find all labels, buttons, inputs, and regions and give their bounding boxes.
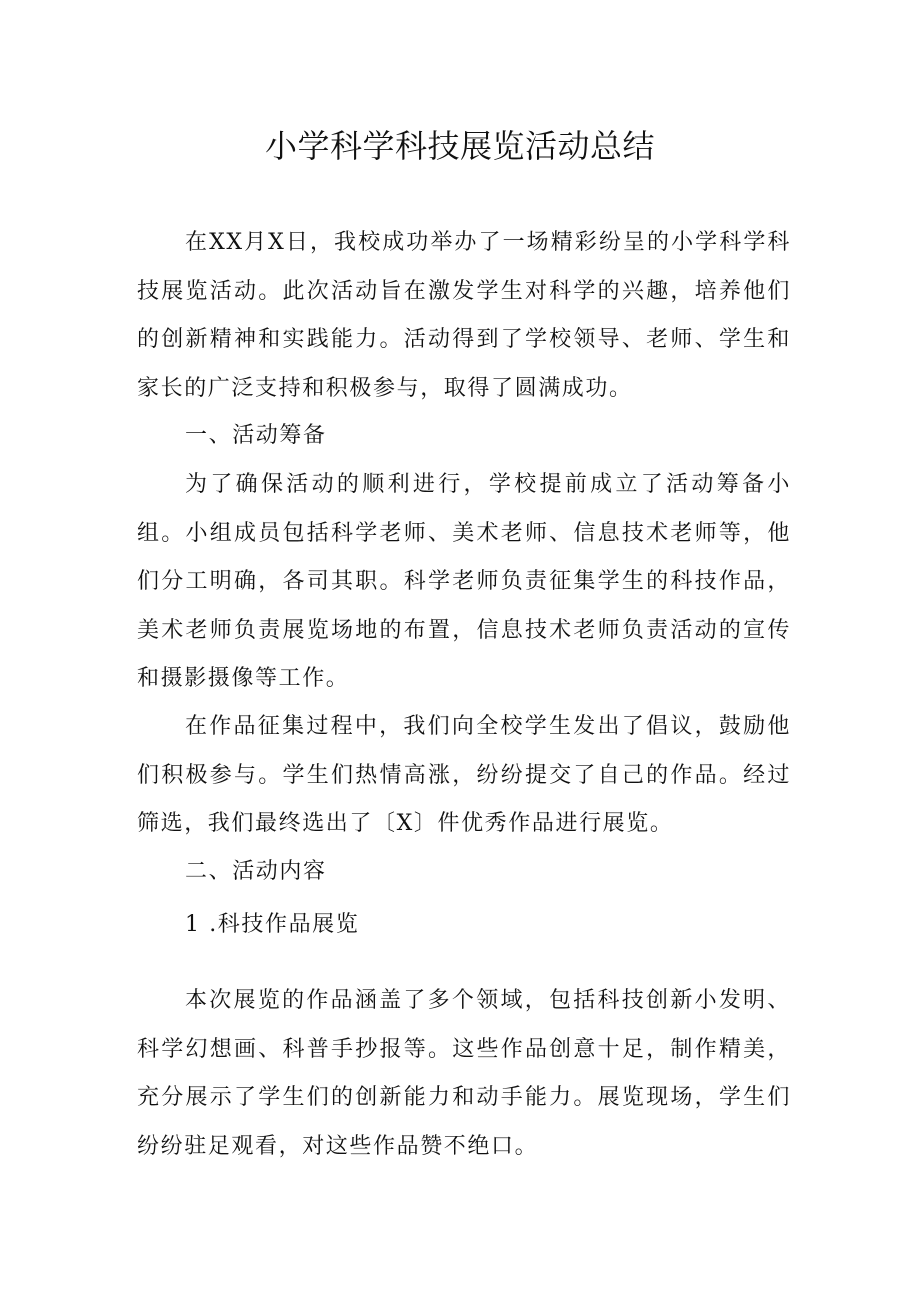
section-heading-content: 二、活动内容 — [185, 859, 327, 884]
document-title: 小学科学科技展览活动总结 — [264, 127, 655, 165]
section-heading-preparation: 一、活动筹备 — [185, 423, 327, 448]
subsection-heading-exhibition: 1 .科技作品展览 — [185, 912, 360, 937]
paragraph-exhibition: 本次展览的作品涵盖了多个领域，包括科技创新小发明、科学幻想画、科普手抄报等。这些作品创意十足，制作精美，充分展示了学生们的创新能力和动手能力。展览现场，学生们纷纷驻足观看，对这些作品赞不绝口。 — [137, 988, 791, 1159]
paragraph-work-collection: 在作品征集过程中，我们向全校学生发出了倡议，鼓励他们积极参与。学生们热情高涨，纷纷提交了自己的作品。经过筛选，我们最终选出了〔X〕件优秀作品进行展览。 — [137, 714, 791, 836]
paragraph-intro: 在XX月X日，我校成功举办了一场精彩纷呈的小学科学科技展览活动。此次活动旨在激发学生对科学的兴趣，培养他们的创新精神和实践能力。活动得到了学校领导、老师、学生和家长的广泛支持和积极参与，取得了圆满成功。 — [137, 230, 791, 401]
paragraph-preparation-team: 为了确保活动的顺利进行，学校提前成立了活动筹备小组。小组成员包括科学老师、美术老师、信息技术老师等，他们分工明确，各司其职。科学老师负责征集学生的科技作品，美术老师负责展览场地的布置，信息技术老师负责活动的宣传和摄影摄像等工作。 — [137, 472, 791, 691]
